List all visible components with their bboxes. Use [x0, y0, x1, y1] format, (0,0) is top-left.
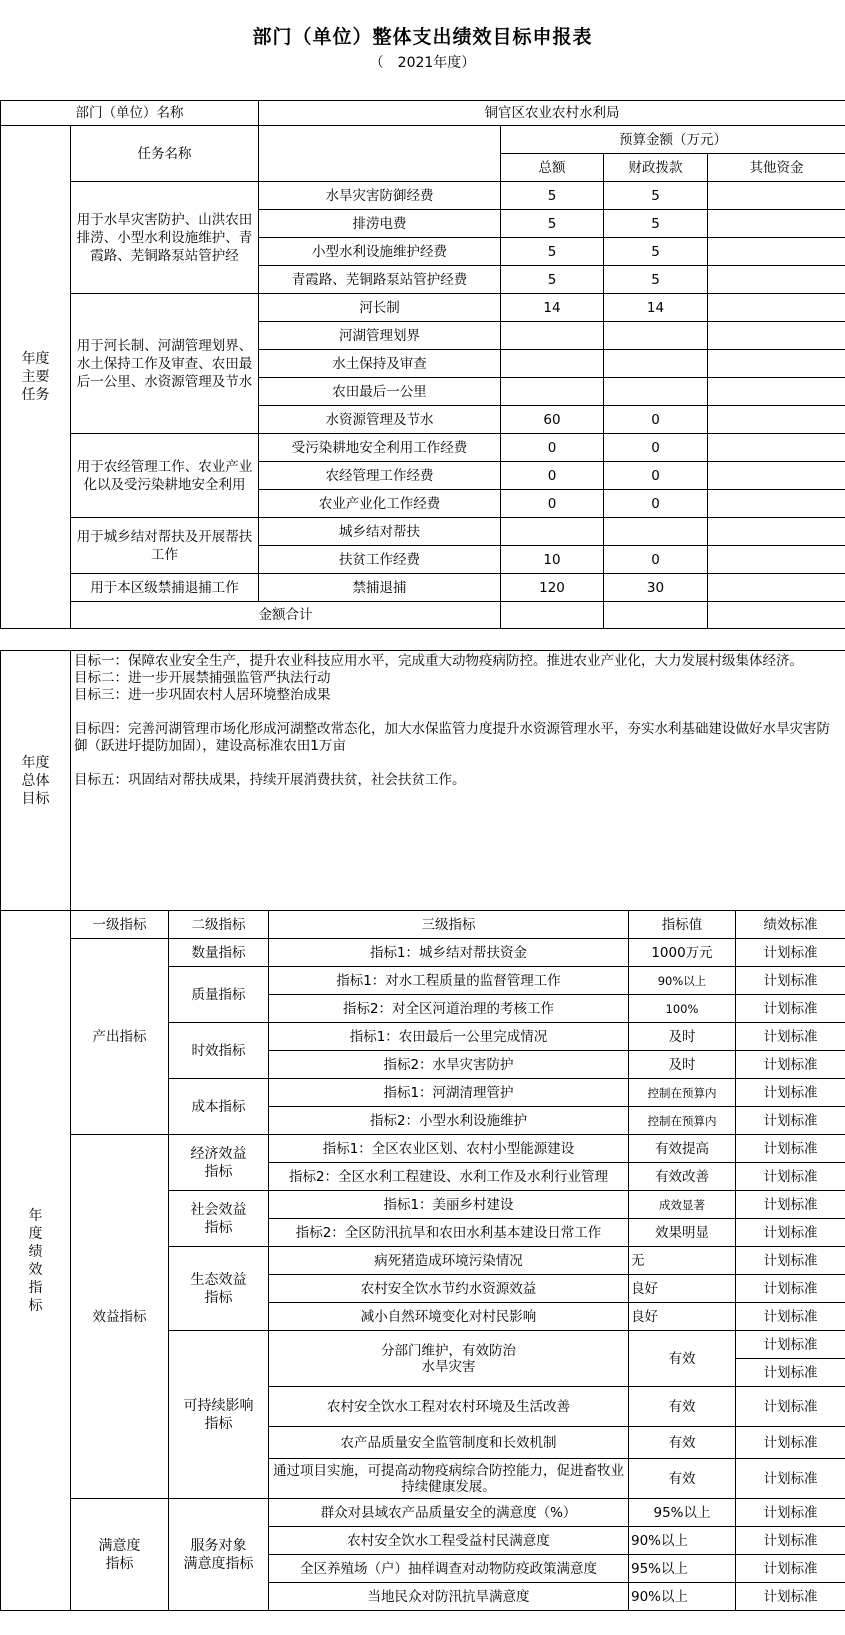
task-group-2: 用于河长制、河湖管理划界、水土保持工作及审查、农田最后一公里、水资源管理及节水 [71, 294, 259, 434]
task-total: 5 [501, 182, 604, 210]
indicator-name: 当地民众对防汛抗旱满意度 [269, 1583, 629, 1611]
task-fiscal: 0 [604, 434, 708, 462]
task-fiscal: 5 [604, 238, 708, 266]
indicator-name: 指标1：美丽乡村建设 [269, 1191, 629, 1219]
indicator-value: 95%以上 [629, 1499, 736, 1527]
indicator-standard: 计划标准 [736, 1303, 845, 1331]
task-fiscal: 0 [604, 546, 708, 574]
task-total: 10 [501, 546, 604, 574]
task-fiscal [604, 378, 708, 406]
sustain-indicator: 可持续影响 指标 [169, 1331, 269, 1499]
indicator-standard: 计划标准 [736, 1555, 845, 1583]
indicator-standard: 计划标准 [736, 1079, 845, 1107]
task-total [501, 378, 604, 406]
task-total [501, 322, 604, 350]
indicator-standard: 计划标准 [736, 1527, 845, 1555]
task-total [501, 350, 604, 378]
goal-1: 目标一：保障农业安全生产，提升农业科技应用水平，完成重大动物疫病防控。推进农业产业化，大力发展村级集体经济。 [74, 653, 803, 669]
indicator-name: 全区养殖场（户）抽样调查对动物防疫政策满意度 [269, 1555, 629, 1583]
indicator-standard: 计划标准 [736, 939, 845, 967]
task-item-header [259, 126, 501, 182]
indicator-name: 农村安全饮水工程对农村环境及生活改善 [269, 1387, 629, 1427]
indicator-name: 指标2：全区防汛抗旱和农田水利基本建设日常工作 [269, 1219, 629, 1247]
task-name-label: 任务名称 [71, 126, 259, 182]
indicator-value: 控制在预算内 [629, 1107, 736, 1135]
benefit-indicator: 效益指标 [71, 1135, 169, 1499]
indicator-standard: 计划标准 [736, 967, 845, 995]
satisfaction-indicator: 满意度 指标 [71, 1499, 169, 1611]
indicator-standard: 计划标准 [736, 1459, 845, 1499]
task-item: 水资源管理及节水 [259, 406, 501, 434]
header-level2: 二级指标 [169, 911, 269, 939]
task-group-5: 用于本区级禁捕退捕工作 [71, 574, 259, 602]
dept-value: 铜官区农业农村水利局 [259, 101, 845, 126]
task-fiscal: 0 [604, 406, 708, 434]
indicator-value: 良好 [629, 1275, 736, 1303]
task-other [708, 406, 845, 434]
task-item: 小型水利设施维护经费 [259, 238, 501, 266]
task-total: 5 [501, 238, 604, 266]
cost-indicator: 成本指标 [169, 1079, 269, 1135]
task-other [708, 322, 845, 350]
task-fiscal: 0 [604, 490, 708, 518]
task-fiscal: 30 [604, 574, 708, 602]
indicator-name: 农村安全饮水节约水资源效益 [269, 1275, 629, 1303]
eco-indicator: 生态效益 指标 [169, 1247, 269, 1331]
goal-3: 目标三：进一步巩固农村人居环境整治成果 [74, 687, 331, 703]
indicator-standard: 计划标准 [736, 1331, 845, 1359]
task-group-1: 用于水旱灾害防护、山洪农田排涝、小型水利设施维护、青霞路、芜铜路泵站管护经 [71, 182, 259, 294]
indicator-name: 群众对县域农产品质量安全的满意度（%） [269, 1499, 629, 1527]
indicator-name: 指标2：小型水利设施维护 [269, 1107, 629, 1135]
sum-total [501, 602, 604, 629]
indicator-standard: 计划标准 [736, 1583, 845, 1611]
task-fiscal [604, 350, 708, 378]
indicator-standard: 计划标准 [736, 1023, 845, 1051]
indicator-standard: 计划标准 [736, 1135, 845, 1163]
indicator-value: 无 [629, 1247, 736, 1275]
output-indicator: 产出指标 [71, 939, 169, 1135]
header-level1: 一级指标 [71, 911, 169, 939]
task-group-3: 用于农经管理工作、农业产业化以及受污染耕地安全利用 [71, 434, 259, 518]
indicator-standard: 计划标准 [736, 1275, 845, 1303]
indicator-value: 1000万元 [629, 939, 736, 967]
col-total: 总额 [501, 154, 604, 182]
indicator-value: 95%以上 [629, 1555, 736, 1583]
goals-text [71, 651, 845, 911]
indicator-value: 90%以上 [629, 967, 736, 995]
indicator-name: 指标1：对水工程质量的监督管理工作 [269, 967, 629, 995]
indicator-name: 通过项目实施，可提高动物疫病综合防控能力，促进畜牧业持续健康发展。 [269, 1459, 629, 1499]
indicators-table [0, 910, 845, 1611]
task-other [708, 294, 845, 322]
task-group-4: 用于城乡结对帮扶及开展帮扶工作 [71, 518, 259, 574]
page-title: 部门（单位）整体支出绩效目标申报表 [252, 26, 593, 48]
task-fiscal: 5 [604, 266, 708, 294]
task-item: 农业产业化工作经费 [259, 490, 501, 518]
col-other: 其他资金 [708, 154, 845, 182]
indicator-name: 指标2：全区水利工程建设、水利工作及水利行业管理 [269, 1163, 629, 1191]
indicator-standard: 计划标准 [736, 995, 845, 1023]
indicator-standard: 计划标准 [736, 1051, 845, 1079]
indicator-standard: 计划标准 [736, 1247, 845, 1275]
service-indicator: 服务对象 满意度指标 [169, 1499, 269, 1611]
indicator-name: 指标1：城乡结对帮扶资金 [269, 939, 629, 967]
task-other [708, 574, 845, 602]
goals-table [0, 650, 845, 911]
task-total: 0 [501, 490, 604, 518]
task-item: 青霞路、芜铜路泵站管护经费 [259, 266, 501, 294]
indicator-standard: 计划标准 [736, 1359, 845, 1387]
indicator-name: 农村安全饮水工程受益村民满意度 [269, 1527, 629, 1555]
task-other [708, 210, 845, 238]
task-item: 农经管理工作经费 [259, 462, 501, 490]
indicator-name: 指标1：全区农业区划、农村小型能源建设 [269, 1135, 629, 1163]
indicator-value: 有效 [629, 1331, 736, 1387]
task-other [708, 518, 845, 546]
indicator-value: 有效改善 [629, 1163, 736, 1191]
task-total: 120 [501, 574, 604, 602]
indicator-value: 成效显著 [629, 1191, 736, 1219]
section-tasks: 年度 主要 任务 [1, 126, 71, 629]
indicator-standard: 计划标准 [736, 1191, 845, 1219]
indicator-name: 农产品质量安全监管制度和长效机制 [269, 1427, 629, 1459]
header-value: 指标值 [629, 911, 736, 939]
indicator-value: 有效 [629, 1387, 736, 1427]
indicator-standard: 计划标准 [736, 1427, 845, 1459]
task-total: 60 [501, 406, 604, 434]
task-other [708, 350, 845, 378]
task-fiscal: 5 [604, 210, 708, 238]
task-other [708, 238, 845, 266]
goal-2: 目标二：进一步开展禁捕强监管严执法行动 [74, 670, 331, 686]
indicator-value: 良好 [629, 1303, 736, 1331]
indicator-name: 减小自然环境变化对村民影响 [269, 1303, 629, 1331]
indicator-name: 分部门维护，有效防治 水旱灾害 [269, 1331, 629, 1387]
task-other [708, 182, 845, 210]
indicator-value: 有效 [629, 1459, 736, 1499]
indicator-value: 及时 [629, 1051, 736, 1079]
section-goals: 年度 总体 目标 [1, 651, 71, 911]
indicator-standard: 计划标准 [736, 1387, 845, 1427]
indicator-name: 指标2：对全区河道治理的考核工作 [269, 995, 629, 1023]
task-item: 水土保持及审查 [259, 350, 501, 378]
indicator-value: 有效 [629, 1427, 736, 1459]
task-total: 5 [501, 210, 604, 238]
col-fiscal: 财政拨款 [604, 154, 708, 182]
task-other [708, 434, 845, 462]
indicator-value: 控制在预算内 [629, 1079, 736, 1107]
task-fiscal [604, 518, 708, 546]
tasks-table [0, 100, 845, 629]
section-indicators: 年 度 绩 效 指 标 [1, 911, 71, 1611]
timeliness-indicator: 时效指标 [169, 1023, 269, 1079]
header-level3: 三级指标 [269, 911, 629, 939]
goal-5: 目标五：巩固结对帮扶成果，持续开展消费扶贫，社会扶贫工作。 [74, 772, 466, 788]
sum-fiscal [604, 602, 708, 629]
indicator-value: 90%以上 [629, 1527, 736, 1555]
report-year: （ 2021年度） [369, 55, 476, 71]
indicator-value: 100% [629, 995, 736, 1023]
task-total: 0 [501, 434, 604, 462]
task-other [708, 462, 845, 490]
sum-other [708, 602, 845, 629]
social-indicator: 社会效益 指标 [169, 1191, 269, 1247]
indicator-value: 及时 [629, 1023, 736, 1051]
task-total: 5 [501, 266, 604, 294]
task-fiscal: 14 [604, 294, 708, 322]
indicator-name: 指标1：农田最后一公里完成情况 [269, 1023, 629, 1051]
indicator-standard: 计划标准 [736, 1219, 845, 1247]
indicator-name: 指标1：河湖清理管护 [269, 1079, 629, 1107]
task-total: 14 [501, 294, 604, 322]
indicator-value: 效果明显 [629, 1219, 736, 1247]
indicator-standard: 计划标准 [736, 1107, 845, 1135]
task-fiscal: 5 [604, 182, 708, 210]
quantity-indicator: 数量指标 [169, 939, 269, 967]
header-standard: 绩效标准 [736, 911, 845, 939]
indicator-value: 90%以上 [629, 1583, 736, 1611]
task-fiscal: 0 [604, 462, 708, 490]
budget-label: 预算金额（万元） [501, 126, 845, 154]
task-total [501, 518, 604, 546]
task-other [708, 546, 845, 574]
quality-indicator: 质量指标 [169, 967, 269, 1023]
task-other [708, 490, 845, 518]
task-item: 扶贫工作经费 [259, 546, 501, 574]
indicator-standard: 计划标准 [736, 1499, 845, 1527]
task-item: 禁捕退捕 [259, 574, 501, 602]
task-item: 农田最后一公里 [259, 378, 501, 406]
task-item: 河湖管理划界 [259, 322, 501, 350]
task-item: 水旱灾害防御经费 [259, 182, 501, 210]
indicator-value: 有效提高 [629, 1135, 736, 1163]
sum-label: 金额合计 [71, 602, 501, 629]
task-item: 城乡结对帮扶 [259, 518, 501, 546]
task-total: 0 [501, 462, 604, 490]
goal-4: 目标四：完善河湖管理市场化形成河湖整改常态化，加大水保监管力度提升水资源管理水平，夯实水利基础建设做好水旱灾害防御（跃进圩提防加固），建设高标准农田1万亩 [74, 721, 830, 754]
indicator-standard: 计划标准 [736, 1163, 845, 1191]
indicator-name: 病死猪造成环境污染情况 [269, 1247, 629, 1275]
task-item: 排涝电费 [259, 210, 501, 238]
task-item: 受污染耕地安全利用工作经费 [259, 434, 501, 462]
task-item: 河长制 [259, 294, 501, 322]
task-other [708, 378, 845, 406]
economic-indicator: 经济效益 指标 [169, 1135, 269, 1191]
task-fiscal [604, 322, 708, 350]
dept-label: 部门（单位）名称 [1, 101, 259, 126]
task-other [708, 266, 845, 294]
indicator-name: 指标2：水旱灾害防护 [269, 1051, 629, 1079]
